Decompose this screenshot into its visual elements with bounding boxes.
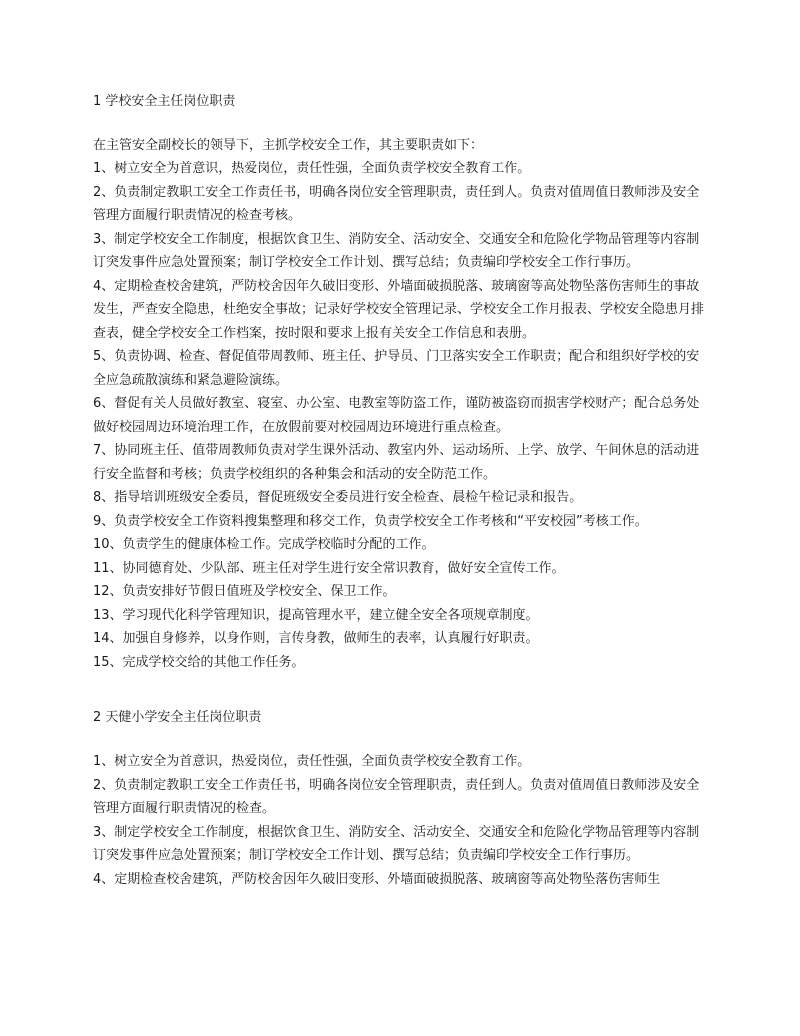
duty-item: 4、定期检查校舍建筑，严防校舍因年久破旧变形、外墙面破损脱落、玻璃窗等高处物坠落伤害师生的事故发生，严查安全隐患，杜绝安全事故；记录好学校安全管理记录、学校安全工作月报表、学校安全隐患月排查表，健全学校安全工作档案，按时限和要求上报有关安全工作信息和表册。 [93,278,705,341]
section-2 [93,708,709,891]
duty-item: 8、指导培训班级安全委员，督促班级安全委员进行安全检查、晨检午检记录和报告。 [93,490,583,505]
section-2-title: 2 天健小学安全主任岗位职责 [93,710,262,725]
section-1-title: 1 学校安全主任岗位职责 [93,94,236,109]
duty-item: 5、负责协调、检查、督促值带周教师、班主任、护导员、门卫落实安全工作职责；配合和组织好学校的安全应急疏散演练和紧急避险演练。 [93,349,700,388]
duty-item: 13、学习现代化科学管理知识，提高管理水平，建立健全安全各项规章制度。 [93,607,539,623]
duty-item: 10、负责学生的健康体检工作。完成学校临时分配的工作。 [93,537,435,552]
spacer [93,728,709,750]
duty-item: 15、完成学校交给的其他工作任务。 [93,654,305,670]
duty-item: 9、负责学校安全工作资料搜集整理和移交工作，负责学校安全工作考核和“平安校园”考核工作。 [93,513,648,529]
duty-item: 7、协同班主任、值带周教师负责对学生课外活动、教室内外、运动场所、上学、放学、午间休息的活动进行安全监督和考核；负责学校组织的各种集会和活动的安全防范工作。 [93,443,700,482]
duty-item: 6、督促有关人员做好教室、寝室、办公室、电教室等防盗工作，谨防被盗窃而损害学校财产；配合总务处做好校园周边环境治理工作，在放假前要对校园周边环境进行重点检查。 [93,396,700,435]
duty-item: 2、负责制定教职工安全工作责任书，明确各岗位安全管理职责，责任到人。负责对值周值日教师涉及安全管理方面履行职责情况的检查考核。 [93,184,700,223]
duty-item: 3、制定学校安全工作制度，根据饮食卫生、消防安全、活动安全、交通安全和危险化学物品管理等内容制订突发事件应急处置预案；制订学校安全工作计划、撰写总结；负责编印学校安全工作行事历。 [93,231,700,270]
duty-item: 12、负责安排好节假日值班及学校安全、保卫工作。 [93,584,396,599]
section-1-intro: 在主管安全副校长的领导下，主抓学校安全工作，其主要职责如下： [93,138,484,153]
duty-item: 4、定期检查校舍建筑，严防校舍因年久破旧变形、外墙面破损脱落、玻璃窗等高处物坠落伤害师生 [93,871,661,887]
duty-item: 1、树立安全为首意识，热爱岗位，责任性强，全面负责学校安全教育工作。 [93,161,531,176]
duty-item: 11、协同德育处、少队部、班主任对学生进行安全常识教育，做好安全宣传工作。 [93,560,565,576]
duty-item: 1、树立安全为首意识，热爱岗位，责任性强，全面负责学校安全教育工作。 [93,754,531,769]
duty-item: 3、制定学校安全工作制度，根据饮食卫生、消防安全、活动安全、交通安全和危险化学物品管理等内容制订突发事件应急处置预案；制订学校安全工作计划、撰写总结；负责编印学校安全工作行事历。 [93,824,700,863]
document-body [93,92,709,891]
duty-item: 14、加强自身修养，以身作则，言传身教，做师生的表率，认真履行好职责。 [93,631,539,646]
section-1 [93,92,709,674]
duty-item: 2、负责制定教职工安全工作责任书，明确各岗位安全管理职责，责任到人。负责对值周值日教师涉及安全管理方面履行职责情况的检查。 [93,777,700,816]
